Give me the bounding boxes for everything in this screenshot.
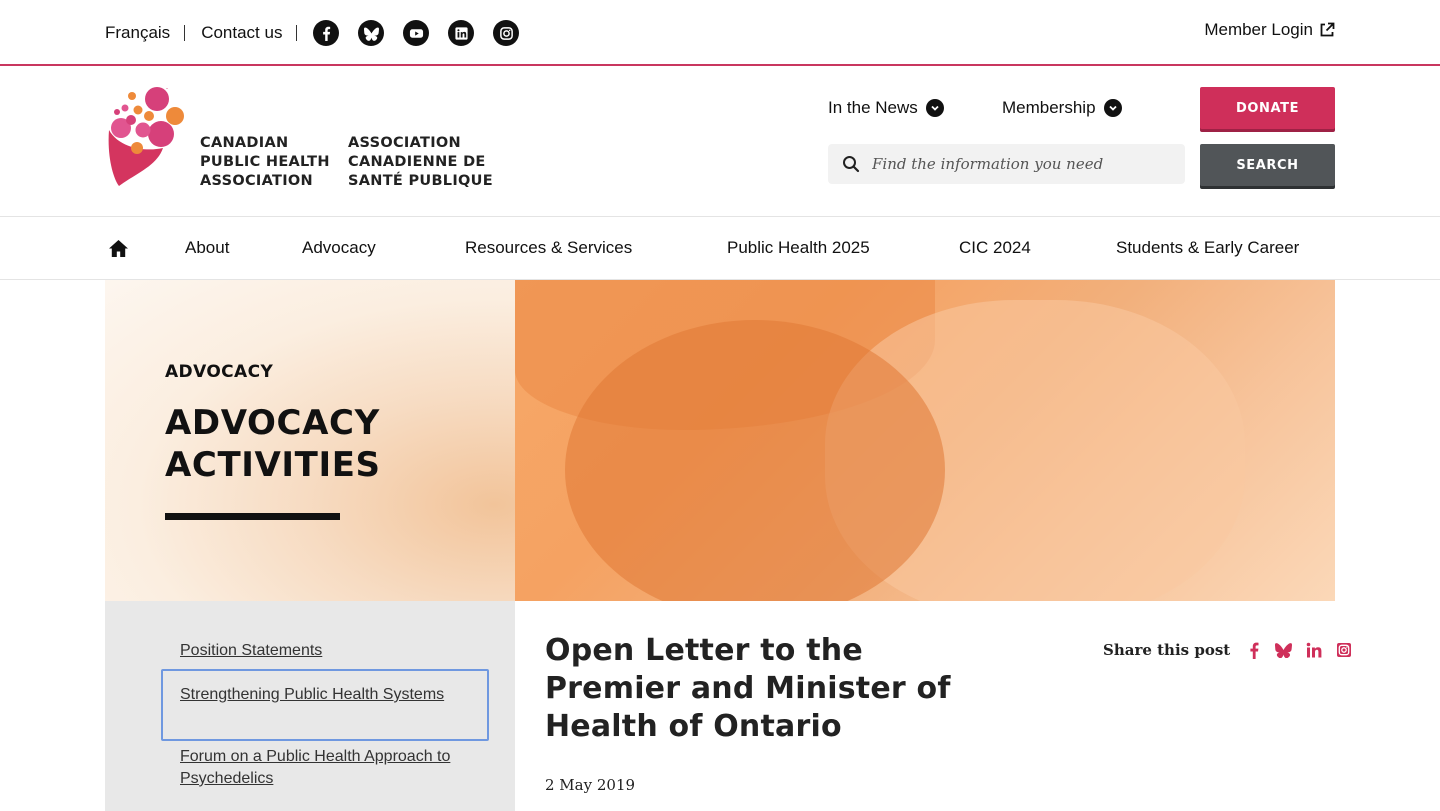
main-navigation: [0, 218, 1440, 280]
external-link-icon: [1319, 22, 1335, 38]
nav-students-early-career[interactable]: Students & Early Career: [1116, 238, 1300, 257]
linkedin-icon[interactable]: [448, 20, 474, 46]
member-login-link[interactable]: [1204, 20, 1335, 40]
article-date: 2 May 2019: [545, 776, 636, 794]
nav-public-health-2025[interactable]: Public Health 2025: [727, 238, 870, 257]
facebook-icon[interactable]: [1245, 642, 1262, 659]
org-en-line: PUBLIC HEALTH: [200, 154, 330, 170]
hero-eyebrow: ADVOCACY: [165, 362, 274, 382]
donate-button[interactable]: DONATE: [1200, 87, 1335, 129]
org-name-english: [200, 134, 330, 191]
chevron-down-icon: [1104, 99, 1122, 117]
org-fr-line: ASSOCIATION: [348, 135, 461, 151]
sidebar-item-focus-outline: [161, 669, 489, 741]
bluesky-icon[interactable]: [1275, 642, 1292, 659]
section-sidebar: [105, 601, 515, 811]
divider: [296, 25, 297, 41]
search-icon: [842, 155, 860, 173]
sidebar-item-position-statements[interactable]: Position Statements: [180, 642, 323, 659]
search-button[interactable]: SEARCH: [1200, 144, 1335, 186]
page-title: ADVOCACY ACTIVITIES: [165, 403, 381, 485]
home-icon[interactable]: [108, 239, 129, 258]
facebook-icon[interactable]: [313, 20, 339, 46]
nav-cic-2024[interactable]: CIC 2024: [959, 238, 1031, 257]
org-en-line: ASSOCIATION: [200, 173, 313, 189]
membership-dropdown[interactable]: [1002, 98, 1122, 118]
sidebar-item-strengthening-public-health-systems[interactable]: Strengthening Public Health Systems: [180, 686, 445, 703]
chevron-down-icon: [926, 99, 944, 117]
membership-label: Membership: [1002, 98, 1096, 117]
hero-image-shading: [565, 320, 945, 601]
utility-bar: [0, 0, 1440, 66]
share-label: Share this post: [1103, 641, 1231, 659]
org-name-french: [348, 134, 493, 191]
org-fr-line: SANTÉ PUBLIQUE: [348, 173, 493, 189]
sidebar-item-forum-psychedelics[interactable]: Forum on a Public Health Approach to Psychedelics: [180, 748, 451, 787]
org-en-line: CANADIAN: [200, 135, 289, 151]
youtube-icon[interactable]: [403, 20, 429, 46]
in-the-news-dropdown[interactable]: [828, 98, 944, 118]
site-header: [0, 68, 1440, 217]
share-bar: [1103, 641, 1352, 659]
linkedin-icon[interactable]: [1305, 642, 1322, 659]
bluesky-icon[interactable]: [358, 20, 384, 46]
search-box: [828, 144, 1185, 184]
org-fr-line: CANADIENNE DE: [348, 154, 486, 170]
title-underline: [165, 513, 340, 520]
member-login-label: Member Login: [1204, 20, 1313, 39]
in-the-news-label: In the News: [828, 98, 918, 117]
instagram-icon[interactable]: [493, 20, 519, 46]
nav-about[interactable]: About: [185, 238, 230, 257]
instagram-icon[interactable]: [1335, 642, 1352, 659]
hero-banner: [105, 280, 1335, 601]
cpha-logo[interactable]: [105, 86, 187, 188]
divider: [184, 25, 185, 41]
contact-link[interactable]: Contact us: [201, 23, 283, 42]
nav-resources-services[interactable]: Resources & Services: [465, 238, 633, 257]
francais-link[interactable]: Français: [105, 23, 171, 42]
article-title: Open Letter to the Premier and Minister of Health of Ontario: [545, 633, 951, 744]
social-links: [313, 20, 519, 46]
nav-advocacy[interactable]: Advocacy: [302, 238, 376, 257]
search-input[interactable]: [872, 155, 1172, 173]
